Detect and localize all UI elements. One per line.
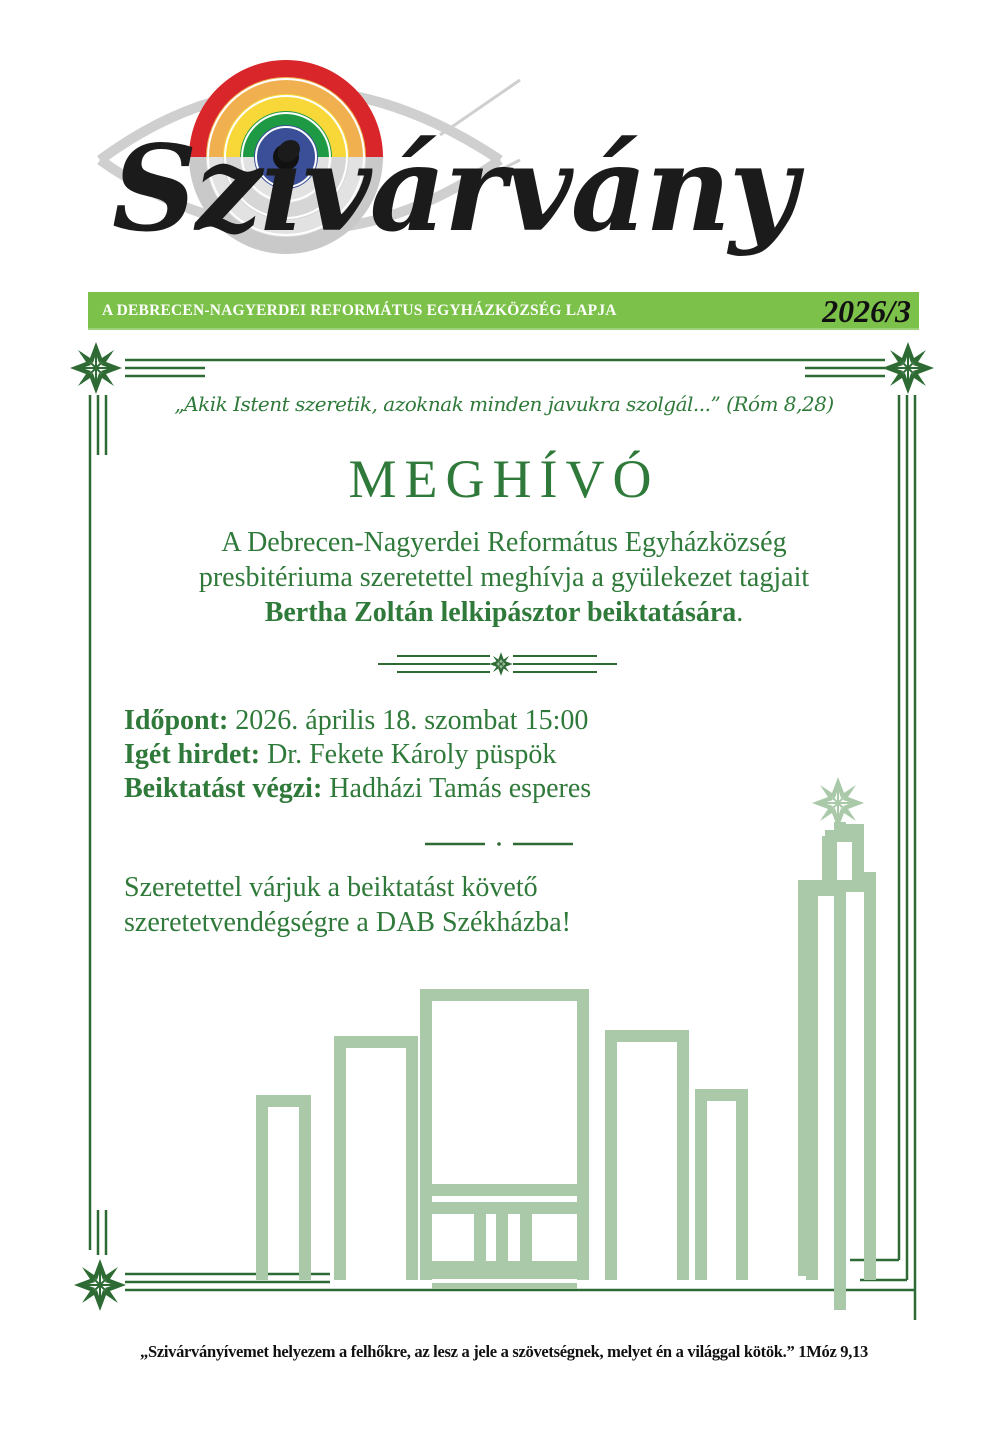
star-icon bbox=[70, 342, 122, 394]
motto-reference: (Róm 8,28) bbox=[726, 392, 834, 416]
bible-motto bbox=[0, 392, 1008, 416]
masthead-banner bbox=[88, 292, 919, 330]
closing-line: Szeretettel várjuk a beiktatást követő bbox=[124, 872, 538, 903]
detail-value: Dr. Fekete Károly püspök bbox=[267, 739, 557, 770]
detail-value: Hadházi Tamás esperes bbox=[329, 773, 592, 804]
issue-number: 2026/3 bbox=[822, 293, 911, 329]
detail-label: Beiktatást végzi: bbox=[124, 773, 323, 804]
invitation-title: MEGHÍVÓ bbox=[348, 449, 660, 509]
star-icon bbox=[74, 1259, 126, 1311]
motto-text: „Akik Istent szeretik, azoknak minden javukra szolgál...” bbox=[174, 392, 721, 416]
detail-value: 2026. április 18. szombat 15:00 bbox=[235, 705, 589, 736]
star-icon bbox=[489, 652, 512, 675]
event-details bbox=[124, 704, 591, 806]
invitation-intro bbox=[0, 525, 1008, 630]
intro-line: presbitériuma szeretettel meghívja a gyülekezet tagjait bbox=[198, 562, 810, 593]
intro-line: Bertha Zoltán lelkipásztor beiktatására. bbox=[264, 597, 744, 628]
star-icon bbox=[812, 777, 864, 829]
footer-quote-reference: 1Móz 9,13 bbox=[798, 1342, 868, 1361]
masthead-subtitle: A DEBRECEN-NAGYERDEI REFORMÁTUS EGYHÁZKÖZSÉG LAPJA bbox=[102, 302, 617, 319]
footer-quote-text: „Szivárványívemet helyezem a felhőkre, az lesz a jele a szövetségnek, melyet én a világgal kötök.” bbox=[140, 1342, 795, 1361]
masthead-title: Szivárvány bbox=[112, 119, 796, 258]
detail-row-time bbox=[124, 704, 591, 738]
detail-label: Időpont: bbox=[124, 705, 229, 736]
intro-line: A Debrecen-Nagyerdei Református Egyházközség bbox=[221, 527, 787, 558]
star-icon bbox=[882, 342, 934, 394]
detail-row-preacher bbox=[124, 738, 591, 772]
pastor-name: Bertha Zoltán lelkipásztor beiktatására bbox=[264, 597, 737, 628]
detail-label: Igét hirdet: bbox=[124, 739, 261, 770]
detail-row-officiant bbox=[124, 772, 591, 806]
closing-note bbox=[124, 870, 571, 940]
footer-quote bbox=[0, 1342, 1008, 1362]
closing-line: szeretetvendégségre a DAB Székházba! bbox=[124, 907, 572, 938]
